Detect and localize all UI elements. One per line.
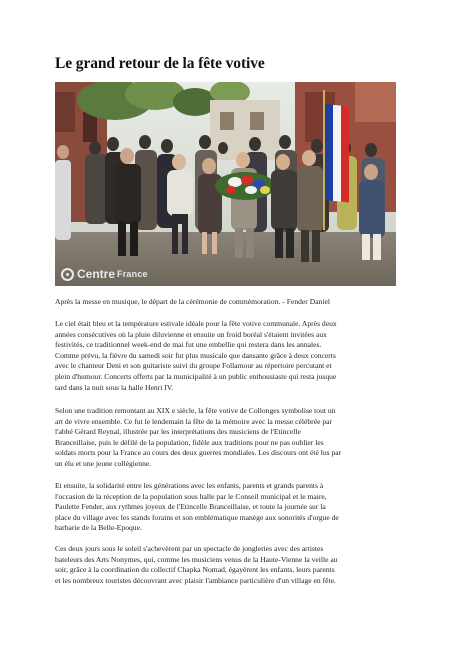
- paragraph-line: bateleurs des Arts Nonymes, qui, comme les musiciens venus de la Haute-Vienne la veille au: [55, 554, 338, 564]
- paragraph-line: barbarie de la Belle-Epoque.: [55, 523, 142, 533]
- paragraph-line: l'occasion de la réception de la population sous halle par le Conseil municipal et le maire,: [55, 491, 327, 501]
- paragraph-line: années consécutives où la pluie diluvienne et ensuite un froid boréal s'étaient invitées aux: [55, 329, 327, 339]
- paragraph-line: festivités, ce traditionnel week-end de mai fut une embellie qui restera dans les annales.: [55, 340, 322, 350]
- paragraph-line: un élu et une jeune collégienne.: [55, 458, 152, 468]
- paragraph-line: soldats morts pour la France au cours des deux guerres mondiales. Les discours ont été lus par: [55, 448, 342, 458]
- paragraph-line: tard dans la nuit sous la halle Henri IV.: [55, 382, 174, 392]
- paragraph-line: Paulette Fender, aux rythmes joyeux de l'Etincelle Branceillaise, et toute la journée sur la: [55, 502, 326, 512]
- paragraph-line: Branceillaise, puis le défilé de la population, fidèle aux traditions pour ne pas oublier les: [55, 437, 324, 447]
- photo-caption: Après la messe en musique, le départ de la cérémonie de commémoration. - Fender Daniel: [55, 297, 330, 306]
- article-paragraph: [55, 406, 405, 470]
- paragraph-line: Ces deux jours sous le soleil s'achevèrent par un spectacle de jongleries avec des artistes: [55, 544, 324, 553]
- watermark-text: Centre: [77, 267, 116, 281]
- paragraph-line: place du village avec les stands forains et son emblématique manège aux sonorités d'orgue de: [55, 512, 339, 522]
- paragraph-line: Comme prévu, la fièvre du samedi soir fut plus musicale que dansante grâce à deux concerts: [55, 350, 336, 360]
- paragraph-line: Le ciel était bleu et la température estivale idéale pour la fête votive communale. Après deux: [55, 319, 337, 328]
- paragraph-line: art de vivre ensemble. Ce fut le lendemain la fête de la mémoire avec la messe célébrée par: [55, 416, 333, 426]
- paragraph-line: Selon une tradition remontant au XIX e siècle, la fête votive de Collonges symbolise tout un: [55, 406, 336, 415]
- paragraph-line: avec le chanteur Deni et son guitariste suivi du groupe Follamour au répertoire percutant et: [55, 361, 332, 371]
- article-photo: [55, 82, 396, 286]
- centre-france-watermark: [61, 267, 148, 281]
- article-title: Le grand retour de la fête votive: [55, 55, 265, 72]
- paragraph-line: et les nombreux touristes découvrant avec plaisir l'ambiance particulière d'un village en fête.: [55, 575, 336, 585]
- article-paragraph: [55, 481, 405, 534]
- centre-france-logo-icon: [61, 268, 74, 281]
- paragraph-line: l'abbé Gérard Reynal, illustrée par les interprétations des musiciens de l'Etincelle: [55, 427, 301, 437]
- ceremony-photo-illustration: [55, 82, 396, 286]
- watermark-subtext: France: [117, 269, 148, 279]
- article-paragraph: [55, 544, 405, 586]
- paragraph-line: soir, grâce à la coordination du collectif Chapka Nomad, égayèrent les enfants, leurs parents: [55, 565, 335, 575]
- paragraph-line: plein d'humour. Concerts offerts par la municipalité à un public enthousiaste qui resta jusque: [55, 371, 337, 381]
- article-paragraph: [55, 319, 405, 393]
- paragraph-line: Et ensuite, la solidarité entre les générations avec les enfants, parents et grands parents à: [55, 481, 324, 490]
